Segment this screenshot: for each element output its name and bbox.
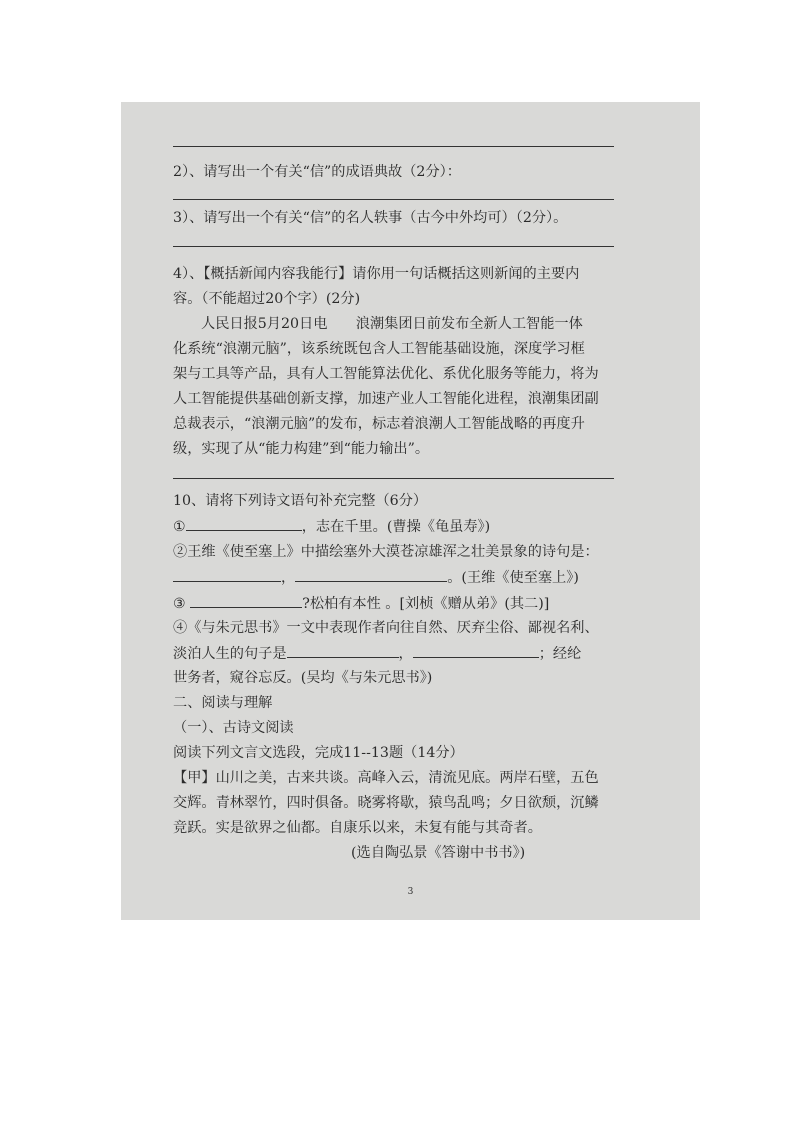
question-10-title: 10、请将下列诗文语句补充完整（6分） [173,493,428,509]
question-10-item-1: ① ，志在千里。(曹操《龟虽寿》) [173,516,633,537]
answer-line-q3 [173,246,614,247]
passage-source: (选自陶弘景《答谢中书书》) [351,845,526,861]
passage-jia-line-2: 交辉。青林翠竹，四时俱备。晓雾将歇，猿鸟乱鸣；夕日欲颓，沉鳞 [173,795,599,811]
question-10-item-4: ④《与朱元思书》一文中表现作者向往自然、厌弃尘俗、鄙视名利、 [173,620,599,636]
news-line-5: 总裁表示，“浪潮元脑”的发布，标志着浪潮人工智能战略的再度升 [173,416,585,432]
news-line-6: 级，实现了从“能力构建”到“能力输出”。 [173,441,430,457]
section-2-subtitle: （一）、古诗文阅读 [173,720,294,736]
answer-line-q1 [173,146,614,147]
question-10-item-4-blanks: 淡泊人生的句子是 ， ；经纶 [173,643,633,664]
question-10-item-3: ③ ?松柏有本性 。[刘桢《赠从弟》(其二)] [173,593,633,614]
news-line-1: 人民日报5月20日电 浪潮集团日前发布全新人工智能一体 [201,316,583,332]
reading-instruction: 阅读下列文言文选段，完成11--13题（14分） [173,745,464,761]
page-number: 3 [407,887,414,897]
passage-jia-line-3: 竞跃。实是欲界之仙都。自康乐以来，未复有能与其奇者。 [173,820,542,836]
question-2: 2）、请写出一个有关“信”的成语典故（2分）： [173,164,461,180]
news-line-4: 人工智能提供基础创新支撑，加速产业人工智能化进程，浪潮集团副 [173,391,599,407]
question-4-line1: 4）、【概括新闻内容我能行】请你用一句话概括这则新闻的主要内 [173,266,580,282]
question-10-item-4-end: 世务者，窥谷忘反。(吴均《与朱元思书》) [173,670,433,686]
news-line-2: 化系统“浪潮元脑”，该系统既包含人工智能基础设施，深度学习框 [173,341,585,357]
fill-blank-4a[interactable] [287,643,399,658]
answer-line-q2 [173,199,614,200]
answer-line-q4 [173,478,614,479]
fill-blank-4b[interactable] [413,643,539,658]
question-4-line2: 容。（不能超过20个字）(2分) [173,291,361,307]
section-2-title: 二、阅读与理解 [173,695,273,711]
question-3: 3）、请写出一个有关“信”的名人轶事（古今中外均可）（2分）。 [173,210,568,226]
scanned-exam-page [121,102,700,920]
fill-blank-2a[interactable] [173,567,281,582]
fill-blank-3[interactable] [190,593,302,608]
question-10-item-2-blanks: ， 。(王维《使至塞上》) [173,567,633,588]
fill-blank-2b[interactable] [295,567,447,582]
news-line-3: 架与工具等产品，具有人工智能算法优化、系优化服务等能力，将为 [173,366,599,382]
fill-blank-1[interactable] [186,516,302,531]
question-10-item-2: ②王维《使至塞上》中描绘塞外大漠苍凉雄浑之壮美景象的诗句是： [173,544,599,560]
passage-jia-line-1: 【甲】山川之美，古来共谈。高峰入云，清流见底。两岸石壁，五色 [173,770,599,786]
